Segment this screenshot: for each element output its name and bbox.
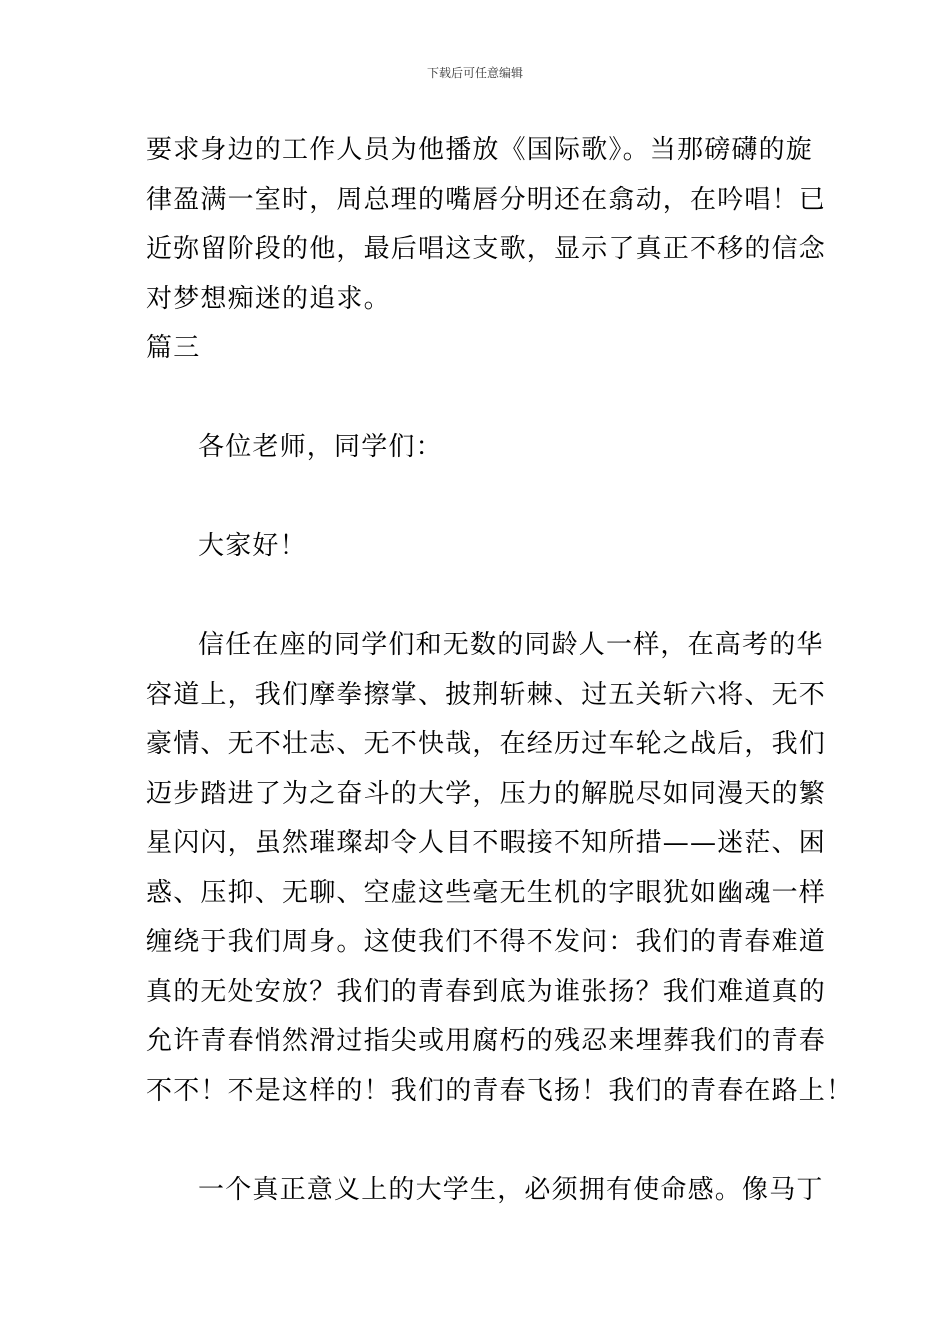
paragraph-line: 惑、压抑、无聊、空虚这些毫无生机的字眼犹如幽魂一样 (146, 877, 827, 908)
paragraph-line: 对梦想痴迷的追求。 (146, 283, 391, 314)
paragraph-line: 真的无处安放？我们的青春到底为谁张扬？我们难道真的 (146, 976, 827, 1007)
paragraph-line: 星闪闪，虽然璀璨却令人目不暇接不知所措——迷茫、困 (146, 828, 827, 858)
blank-line (146, 473, 806, 523)
paragraph-line: 缠绕于我们周身。这使我们不得不发问：我们的青春难道 (146, 927, 827, 957)
paragraph-line: 豪情、无不壮志、无不快哉，在经历过车轮之战后，我们 (146, 729, 827, 759)
paragraph-line: 一个真正意义上的大学生，必须拥有使命感。像马丁 (198, 1174, 824, 1205)
paragraph-line: 迈步踏进了为之奋斗的大学，压力的解脱尽如同漫天的繁 (146, 778, 827, 809)
blank-line (146, 1116, 806, 1166)
paragraph-line: 律盈满一室时，周总理的嘴唇分明还在翕动，在吟唱！已 (146, 184, 827, 215)
paragraph-line: 不不！不是这样的！我们的青春飞扬！我们的青春在路上！ (146, 1075, 854, 1106)
paragraph-line: 容道上，我们摩拳擦掌、披荆斩棘、过五关斩六将、无不 (146, 679, 827, 710)
page-header: 下载后可任意编辑 (426, 66, 523, 80)
blank-line (146, 374, 806, 424)
paragraph-line: 信任在座的同学们和无数的同龄人一样，在高考的华 (198, 630, 824, 660)
blank-line (146, 572, 806, 622)
greeting: 大家好！ (198, 531, 307, 561)
section-heading: 篇三 (146, 333, 201, 363)
salutation: 各位老师，同学们： (198, 432, 443, 462)
paragraph-line: 近弥留阶段的他，最后唱这支歌，显示了真正不移的信念 (146, 234, 827, 264)
paragraph-line: 要求身边的工作人员为他播放《国际歌》。当那磅礴的旋 (146, 135, 814, 165)
document-body (146, 126, 854, 1215)
paragraph-line: 允许青春悄然滑过指尖或用腐朽的残忍来埋葬我们的青春 (146, 1026, 827, 1056)
